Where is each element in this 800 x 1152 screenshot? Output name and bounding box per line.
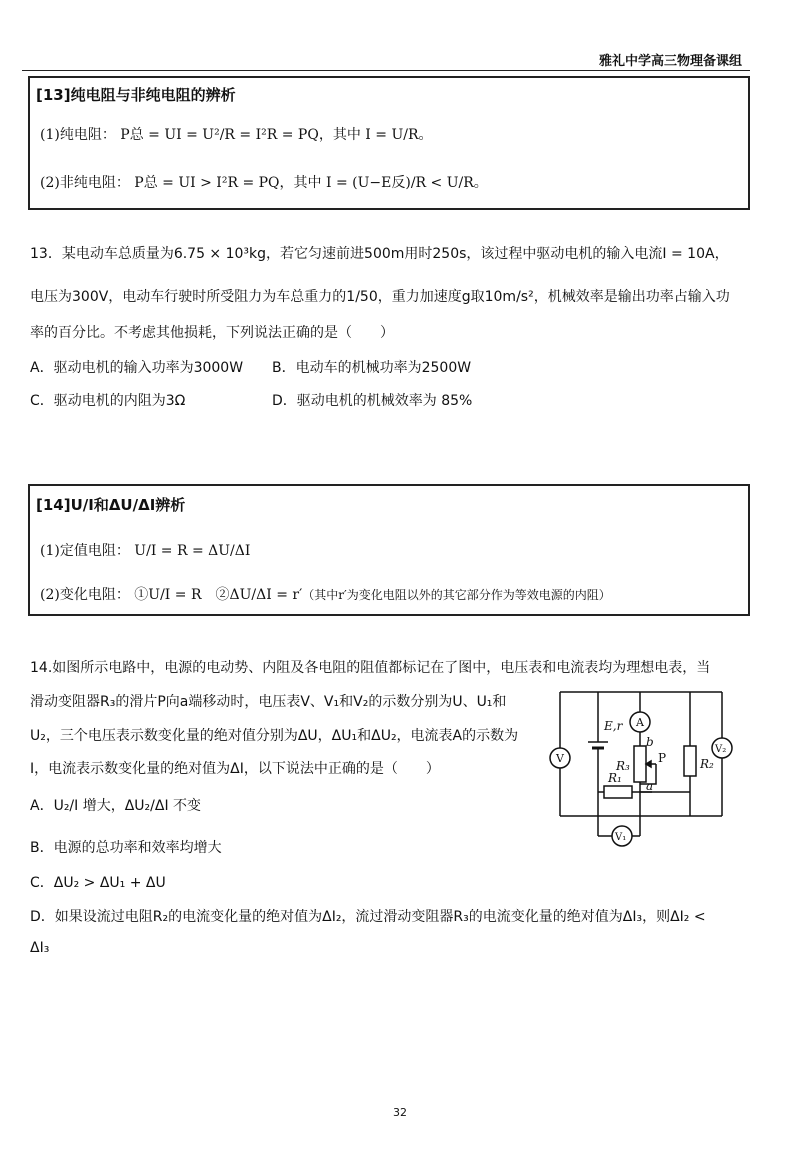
box-13-line-2-tail: ，其中 I = (U−E反)/R < U/R。 xyxy=(279,175,488,191)
resistor-r1-icon xyxy=(604,786,632,798)
box-13-line-1-formula: P总 = UI = U²/R = I²R = PQ xyxy=(120,127,319,143)
label-r2: R₂ xyxy=(700,757,714,771)
q14-option-c: C．ΔU₂ > ΔU₁ + ΔU xyxy=(30,875,166,891)
school-header: 雅礼中学高三物理备课组 xyxy=(598,54,742,69)
q14-line-3: U₂，三个电压表示数变化量的绝对值分别为ΔU，ΔU₁和ΔU₂，电流表A的示数为 xyxy=(30,728,519,744)
q14-option-a: A．U₂/I 增大，ΔU₂/ΔI 不变 xyxy=(30,798,202,814)
box-13-line-2-formula: P总 = UI > I²R = PQ xyxy=(134,175,280,191)
q13-line-1: 13．某电动车总质量为6.75 × 10³kg，若它匀速前进500m用时250s，该过程中驱动电机的输入电流I = 10A， xyxy=(30,246,729,262)
rheostat-r3-icon xyxy=(634,746,646,782)
q13-line-3: 率的百分比。不考虑其他损耗，下列说法正确的是（ ） xyxy=(30,325,394,341)
box-13-line-2-label: (2)非纯电阻： xyxy=(40,175,130,191)
box-13-title: [13]纯电阻与非纯电阻的辨析 xyxy=(36,86,236,104)
label-r1: R₁ xyxy=(608,771,622,785)
q14-option-d-line-1: D．如果设流过电阻R₂的电流变化量的绝对值为ΔI₂，流过滑动变阻器R₃的电流变化量的绝对值为ΔI₃，则ΔI₂ < xyxy=(30,909,706,925)
q13-option-c: C．驱动电机的内阻为3Ω xyxy=(30,393,186,409)
label-source: E,r xyxy=(604,719,623,733)
box-14-line-1 xyxy=(40,540,250,560)
page-number: 32 xyxy=(393,1106,407,1119)
box-14-line-2-note: （其中r′为变化电阻以外的其它部分作为等效电源的内阻） xyxy=(302,588,611,602)
box-14-line-2 xyxy=(40,584,611,604)
label-voltmeter-v: V xyxy=(556,752,564,765)
box-14-line-1-formula: U/I = R = ΔU/ΔI xyxy=(134,543,251,559)
label-ammeter: A xyxy=(636,716,644,729)
label-voltmeter-v1: V₁ xyxy=(615,832,627,843)
q14-line-4: I，电流表示数变化量的绝对值为ΔI，以下说法中正确的是（ ） xyxy=(30,761,440,777)
box-14-line-2-label: (2)变化电阻： xyxy=(40,587,130,603)
label-r3: R₃ xyxy=(616,759,630,773)
label-b: b xyxy=(646,735,654,749)
q14-line-2: 滑动变阻器R₃的滑片P向a端移动时，电压表V、V₁和V₂的示数分别为U、U₁和 xyxy=(30,694,507,710)
q13-option-d: D．驱动电机的机械效率为 85% xyxy=(272,393,473,409)
q14-option-b: B．电源的总功率和效率均增大 xyxy=(30,840,222,856)
box-14-line-1-label: (1)定值电阻： xyxy=(40,543,130,559)
q13-option-b: B．电动车的机械功率为2500W xyxy=(272,360,472,376)
box-13-line-2 xyxy=(40,172,488,192)
circuit-diagram xyxy=(540,686,750,866)
header-rule xyxy=(22,70,750,71)
label-p: P xyxy=(658,751,667,765)
box-14-title: [14]U/I和ΔU/ΔI辨析 xyxy=(36,496,186,514)
box-13-line-1-label: (1)纯电阻： xyxy=(40,127,116,143)
box-14-line-2-formula: ①U/I = R ②ΔU/ΔI = r′ xyxy=(134,587,303,603)
box-13-line-1-tail: ，其中 I = U/R。 xyxy=(318,127,433,143)
q13-option-a: A．驱动电机的输入功率为3000W xyxy=(30,360,244,376)
q14-line-1: 14.如图所示电路中，电源的电动势、内阻及各电阻的阻值都标记在了图中，电压表和电流表均为理想电表，当 xyxy=(30,660,711,676)
q13-line-2: 电压为300V，电动车行驶时所受阻力为车总重力的1/50，重力加速度g取10m/s²，机械效率是输出功率占输入功 xyxy=(30,289,730,305)
label-a: a xyxy=(646,779,654,793)
resistor-r2-icon xyxy=(684,746,696,776)
label-voltmeter-v2: V₂ xyxy=(715,744,727,755)
box-13-line-1 xyxy=(40,124,433,144)
q14-option-d-line-2: ΔI₃ xyxy=(30,940,50,956)
